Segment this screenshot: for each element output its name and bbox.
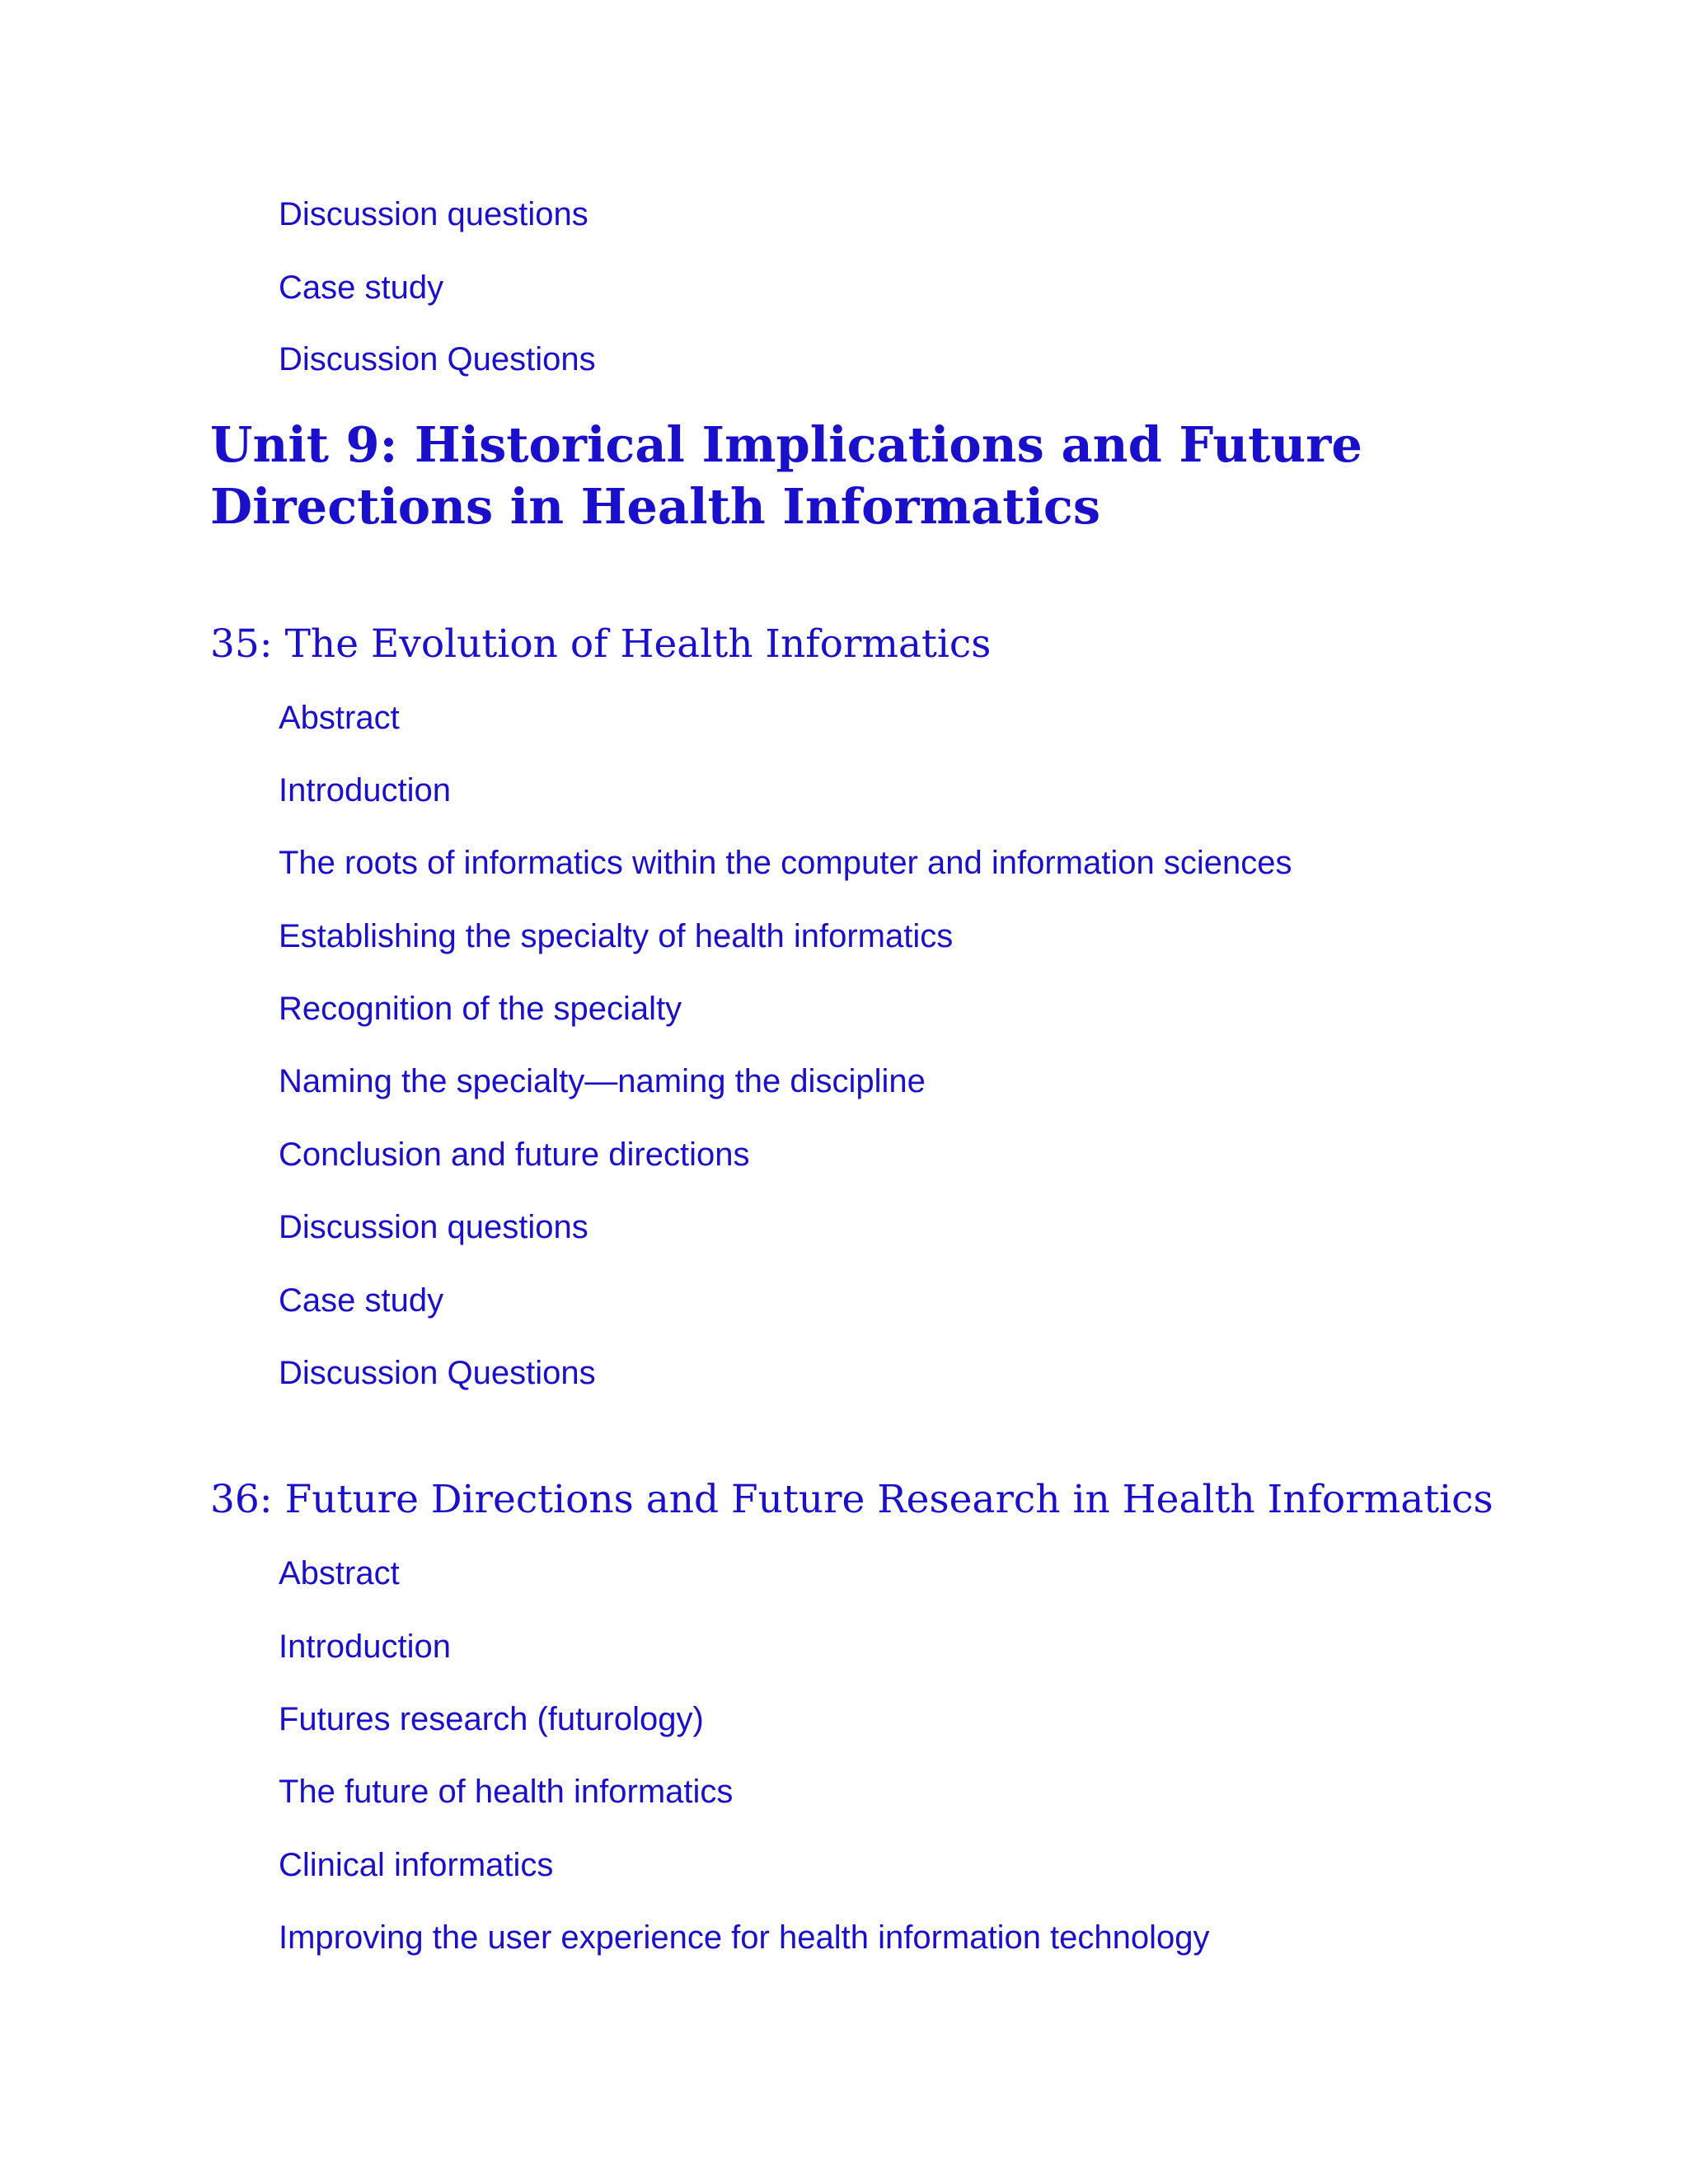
toc-link-discussion-questions[interactable]: Discussion questions xyxy=(279,1209,588,1245)
chapter-heading-36[interactable] xyxy=(210,1475,1493,1525)
unit-heading-line-2[interactable]: Directions in Health Informatics xyxy=(210,478,1101,535)
toc-link-future-of-health-informatics[interactable]: The future of health informatics xyxy=(279,1774,734,1810)
chapter-heading-35[interactable] xyxy=(210,620,991,669)
toc-link-clinical-informatics[interactable]: Clinical informatics xyxy=(279,1847,554,1883)
toc-link-case-study[interactable]: Case study xyxy=(279,1282,444,1319)
unit-heading[interactable] xyxy=(210,414,1362,537)
toc-link-discussion-questions-2[interactable]: Discussion Questions xyxy=(279,1355,596,1391)
toc-link-naming-specialty[interactable]: Naming the specialty—naming the discipline xyxy=(279,1063,926,1099)
unit-heading-line-1[interactable]: Unit 9: Historical Implications and Future xyxy=(210,416,1362,473)
toc-link-conclusion[interactable]: Conclusion and future directions xyxy=(279,1137,750,1173)
toc-link-roots-of-informatics[interactable]: The roots of informatics within the computer and information sciences xyxy=(279,845,1292,881)
toc-link-establishing-specialty[interactable]: Establishing the specialty of health informatics xyxy=(279,918,954,954)
toc-link-introduction[interactable]: Introduction xyxy=(279,1629,452,1665)
chapter-heading-35-label[interactable]: 35: The Evolution of Health Informatics xyxy=(210,621,992,667)
toc-link-introduction[interactable]: Introduction xyxy=(279,772,452,808)
chapter-heading-36-label[interactable]: 36: Future Directions and Future Research in Health Informatics xyxy=(210,1477,1493,1522)
toc-link-recognition-specialty[interactable]: Recognition of the specialty xyxy=(279,991,682,1027)
toc-link-abstract[interactable]: Abstract xyxy=(279,700,400,736)
toc-link-futures-research[interactable]: Futures research (futurology) xyxy=(279,1701,704,1737)
toc-link-discussion-questions[interactable]: Discussion questions xyxy=(279,196,588,232)
toc-link-abstract[interactable]: Abstract xyxy=(279,1555,400,1591)
toc-link-case-study[interactable]: Case study xyxy=(279,269,444,306)
toc-link-discussion-questions-2[interactable]: Discussion Questions xyxy=(279,341,596,377)
toc-link-improving-user-experience[interactable]: Improving the user experience for health information technology xyxy=(279,1919,1210,1956)
